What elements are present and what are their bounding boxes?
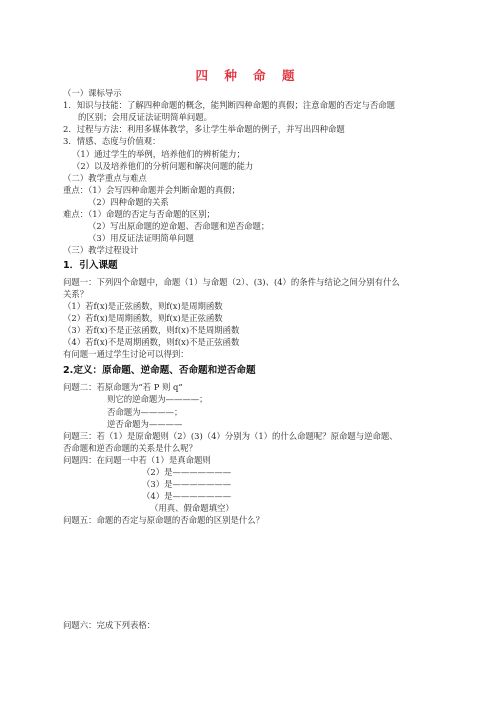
text-line: （2）四种命题的关系	[88, 197, 169, 207]
section-heading: （二）教学重点与难点	[63, 173, 147, 183]
text-line: 则它的逆命题为————；	[107, 394, 208, 404]
text-line: 难点：（1）命题的否定与否命题的区别；	[63, 209, 215, 219]
text-line: 关系？	[63, 289, 89, 299]
text-line: 否命题和逆否命题的关系是什么呢？	[63, 443, 197, 453]
text-line: 1．知识与技能：了解四种命题的概念，能判断四种命题的真假；注意命题的否定与否命题	[63, 100, 395, 110]
text-line: 问题四：在问题一中若（1）是真命题则	[63, 455, 211, 465]
text-line: 的区别；会用反证法证明简单问题。	[78, 112, 212, 122]
text-line: 逆否命题为————	[107, 419, 183, 429]
subsection-heading: 1．引入课题	[63, 260, 118, 271]
text-line: （3）若f(x)不是正弦函数，则f(x)不是周期函数	[63, 325, 240, 335]
text-line: 重点：（1）会写四种命题并会判断命题的真假；	[63, 185, 241, 195]
text-line: （用真、假命题填空）	[150, 503, 234, 513]
text-line: （2）写出原命题的逆命题、否命题和逆否命题；	[88, 221, 270, 231]
text-line: 问题六：完成下列表格：	[63, 620, 156, 630]
text-line: （4）是———————	[142, 491, 232, 501]
text-line: 问题一：下列四个命题中，命题（1）与命题（2）、(3)、(4）的条件与结论之间分别有什么	[63, 277, 400, 287]
text-line: （1）若f(x)是正弦函数，则f(x)是周期函数	[63, 301, 223, 311]
text-line: 问题二：若原命题为“若 P 则 q”	[63, 382, 183, 392]
text-line: （2）若f(x)是周期函数，则f(x)是正弦函数	[63, 313, 223, 323]
section-heading: （三）教学过程设计	[63, 245, 139, 255]
text-line: 3．情感、态度与价值观：	[63, 136, 161, 146]
text-line: （2）以及培养他们的分析问题和解决问题的能力	[72, 161, 254, 171]
text-line: （1）通过学生的举例，培养他们的辨析能力；	[72, 149, 245, 159]
text-line: （3）是———————	[142, 479, 232, 489]
section-heading: （一）课标导示	[63, 88, 122, 98]
document-title: 四 种 命 题	[195, 68, 301, 83]
text-line: 否命题为————；	[107, 407, 183, 417]
text-line: （2）是———————	[142, 467, 232, 477]
text-line: 问题三：若（1）是原命题则（2）(3)（4）分别为（1）的什么命题呢？原命题与逆命题、	[63, 431, 398, 441]
text-line: 有问题一通过学生讨论可以得到：	[63, 349, 189, 359]
text-line: （4）若f(x)不是周期函数，则f(x)不是正弦函数	[63, 337, 240, 347]
subsection-heading: 2.定义：原命题、逆命题、否命题和逆否命题	[63, 365, 256, 376]
text-line: 问题五：命题的否定与原命题的否命题的区别是什么？	[63, 515, 264, 525]
text-line: （3）用反证法证明简单问题	[88, 233, 194, 243]
text-line: 2．过程与方法：利用多媒体教学，多让学生举命题的例子，并写出四种命题	[63, 124, 345, 134]
